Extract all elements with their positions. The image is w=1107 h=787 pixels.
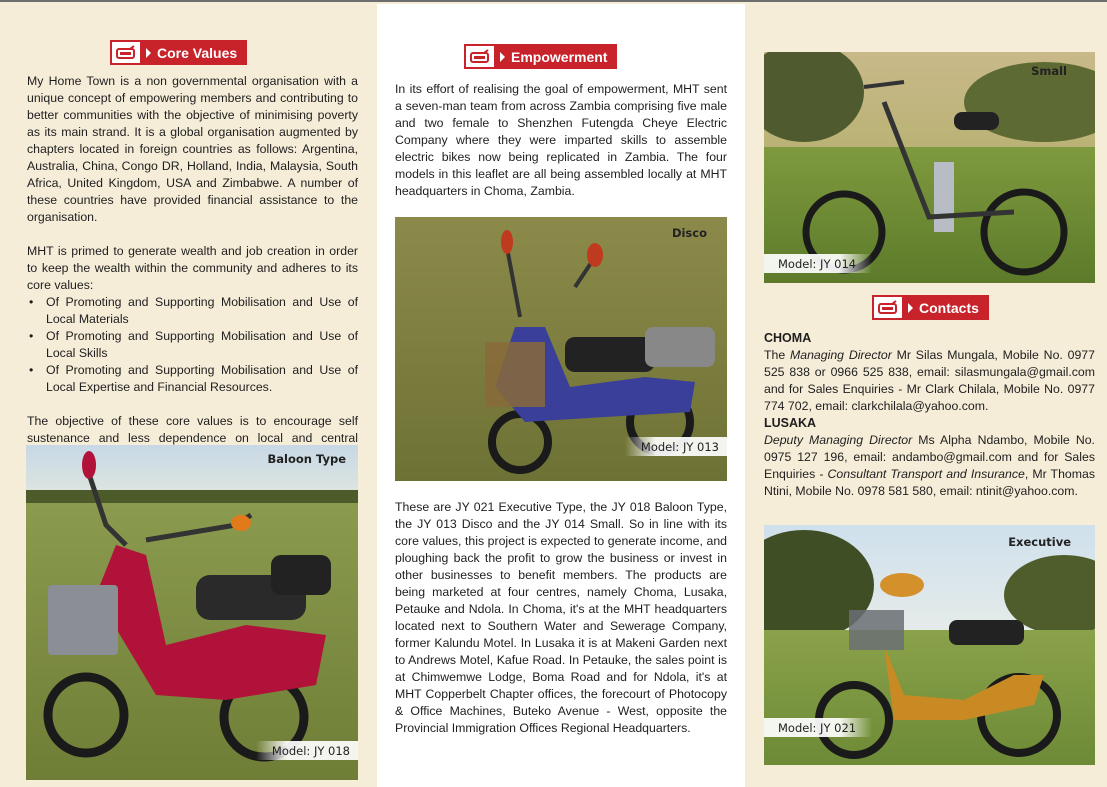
contacts-heading-text: Contacts: [904, 297, 987, 318]
small-bike-image: [764, 52, 1095, 283]
empowerment-heading: [464, 44, 617, 69]
bike-model-label: Model: JY 013: [625, 437, 727, 456]
core-values-heading-text: Core Values: [142, 42, 245, 63]
empowerment-intro: In its effort of realising the goal of empowerment, MHT sent a seven-man team from across Zambia comprising five male and two female to Shenzhen Futengda Cheye Electric Company where they were imparted skills to assemble electric bikes now being replicated in Zambia. The four models in this leaflet are all being assembled locally at MHT headquarters in Choma, Zambia.: [395, 82, 727, 198]
bike-body: [934, 162, 954, 232]
executive-bike-photo: [764, 525, 1095, 765]
bike-type-label: Disco: [671, 226, 707, 240]
empowerment-heading-text: Empowerment: [496, 46, 615, 67]
role-label: Deputy Managing Director: [764, 433, 913, 447]
choma-heading: CHOMA: [764, 331, 812, 345]
core-values-intro: My Home Town is a non governmental organisation with a unique concept of empowering members and contributing to better communities with the objective of minimising poverty as its main strand. It is a global organisation augmented by chapters located in foreign countries as follows: Argentina, Australia, China, Congo DR, Holland, India, Malaysia, South Africa, United Kingdom, USA and Zimbabwe. A number of these countries have provided financial assistance to the organisation.: [27, 74, 358, 224]
list-item: • Of Promoting and Supporting Mobilisation and Use of Local Expertise and Financial Resources.: [27, 362, 358, 396]
contacts-body: [764, 330, 1095, 500]
core-values-adherence: MHT is primed to generate wealth and job creation in order to keep the wealth within the community and adheres to its core values:: [27, 244, 358, 292]
bike-model-label: Model: JY 021: [764, 718, 872, 737]
core-values-body: [27, 73, 358, 464]
bike-model-label: Model: JY 014: [764, 254, 872, 273]
bike-icon: [874, 297, 904, 318]
empowerment-models: These are JY 021 Executive Type, the JY 018 Baloon Type, the JY 013 Disco and the JY 014 Small. So in line with its core values, this project is expected to generate income, and ploughing back the profit to grow the business or invest in other businesses to benefit members. The products are being marketed at four centres, namely Choma, Lusaka, Petauke and Ndola. In Choma, it's at the MHT headquarters located next to Southern Water and Sewerage Company, former Kalundu Motel. In Lusaka it is at Makeni Garden next to Andrews Motel, Kafue Road. In Petauke, the sales point is at Chimwemwe Lodge, Boma Road and for Ndola, it's at MHT Copperbelt Chapter offices, the forecourt of Photocopy & Office Machines, Buteko Avenue - West, opposite the Provincial Immigration Offices Regional Headquarters.: [395, 500, 727, 735]
core-values-list: [27, 294, 358, 396]
bike-type-label: Executive: [1008, 535, 1071, 549]
contacts-heading: [872, 295, 989, 320]
bike-type-label: Baloon Type: [267, 452, 346, 466]
lusaka-heading: LUSAKA: [764, 416, 817, 430]
choma-contact-text: The Managing Director Mr Silas Mungala, Mobile No. 0977 525 838 or 0966 525 838, email: silasmungala@gmail.com and for Sales Enquiries - Mr Clark Chilala, Mobile No. 0977 774 702, email: clarkchilala@yahoo.com.: [764, 348, 1095, 413]
baloon-bike-image: [26, 445, 358, 780]
role-label: Consultant Transport and Insurance: [827, 467, 1025, 481]
core-values-heading: [110, 40, 247, 65]
bike-model-label: Model: JY 018: [256, 741, 358, 760]
bike-type-label: Small: [1031, 64, 1067, 78]
bike-icon: [112, 42, 142, 63]
list-item: • Of Promoting and Supporting Mobilisation and Use of Local Skills: [27, 328, 358, 362]
list-item: • Of Promoting and Supporting Mobilisation and Use of Local Materials: [27, 294, 358, 328]
baloon-bike-photo: [26, 445, 358, 780]
role-label: Managing Director: [790, 348, 892, 362]
top-border-line: [0, 0, 1107, 2]
core-values-objective: The objective of these core values is to encourage self sustenance and less dependence on local and central: [27, 414, 358, 445]
disco-bike-photo: [395, 217, 727, 481]
small-bike-photo: [764, 52, 1095, 283]
bike-icon: [466, 46, 496, 67]
lusaka-contact-text: Deputy Managing Director Ms Alpha Ndambo, Mobile No. 0975 127 196, email: andambo@gmail.com and for Sales Enquiries - Consultant Transport and Insurance, Mr Thomas Ntini, Mobile No. 0978 581 580, email: ntinit@yahoo.com.: [764, 433, 1095, 498]
